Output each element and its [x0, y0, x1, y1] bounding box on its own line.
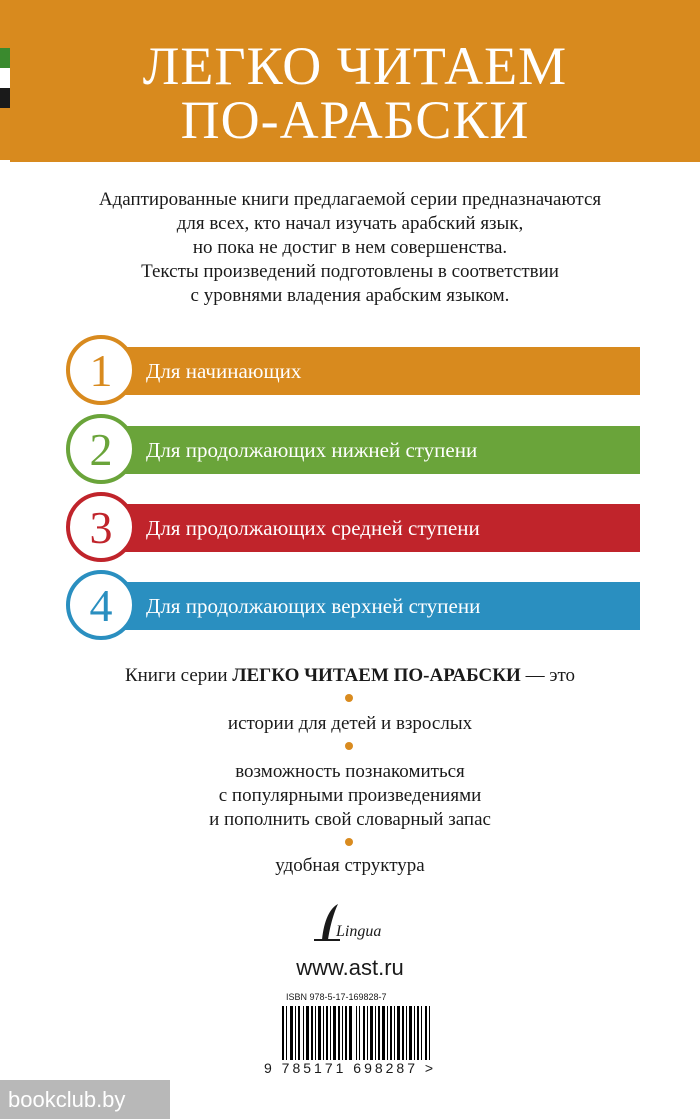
series-name: ЛЕГКО ЧИТАЕМ ПО-АРАБСКИ	[232, 665, 521, 686]
level-4	[66, 570, 640, 638]
bullet-dot	[345, 742, 353, 750]
level-number: 1	[66, 335, 136, 405]
level-number: 4	[66, 570, 136, 640]
watermark-text: bookclub.by	[8, 1087, 126, 1112]
level-1	[66, 335, 640, 403]
level-label: Для начинающих	[146, 359, 302, 383]
isbn-text: ISBN 978-5-17-169828-7	[286, 992, 387, 1002]
series-item-line: с популярными произведениями	[218, 785, 482, 806]
series-item: удобная структура	[275, 855, 425, 876]
level-2	[66, 414, 640, 482]
flag-strip	[0, 48, 10, 108]
series-prefix: Книги серии	[124, 665, 233, 686]
barcode-digits: 9 785171 698287 >	[264, 1060, 437, 1076]
series-item-line: и пополнить свой словарный запас	[209, 809, 491, 830]
level-label: Для продолжающих верхней ступени	[146, 594, 481, 618]
intro-text	[40, 188, 660, 308]
publisher-website: www.ast.ru	[296, 955, 404, 980]
intro-line: Адаптированные книги предлагаемой серии предназначаются	[98, 189, 602, 210]
series-suffix: — это	[520, 665, 576, 686]
level-3	[66, 492, 640, 560]
bullet-dot	[345, 694, 353, 702]
series-item: истории для детей и взрослых	[227, 713, 473, 734]
watermark	[0, 1080, 170, 1119]
series-intro	[40, 664, 660, 688]
level-number: 3	[66, 492, 136, 562]
lingua-logo-text: Lingua	[336, 923, 382, 940]
level-label: Для продолжающих средней ступени	[146, 516, 480, 540]
level-number: 2	[66, 414, 136, 484]
bullet-dot	[345, 838, 353, 846]
title-line-2: ПО-АРАБСКИ	[180, 90, 530, 150]
title-banner	[10, 0, 700, 162]
intro-line: для всех, кто начал изучать арабский язык,	[176, 213, 524, 234]
series-item-line: возможность познакомиться	[235, 761, 465, 782]
intro-line: с уровнями владения арабским языком.	[190, 285, 510, 306]
intro-line: но пока не достиг в нем совершенства.	[192, 237, 508, 258]
level-label: Для продолжающих нижней ступени	[146, 438, 478, 462]
series-item	[40, 760, 660, 832]
title-line-1: ЛЕГКО ЧИТАЕМ	[142, 36, 568, 96]
lingua-logo	[300, 900, 400, 944]
intro-line: Тексты произведений подготовлены в соответствии	[141, 261, 559, 282]
